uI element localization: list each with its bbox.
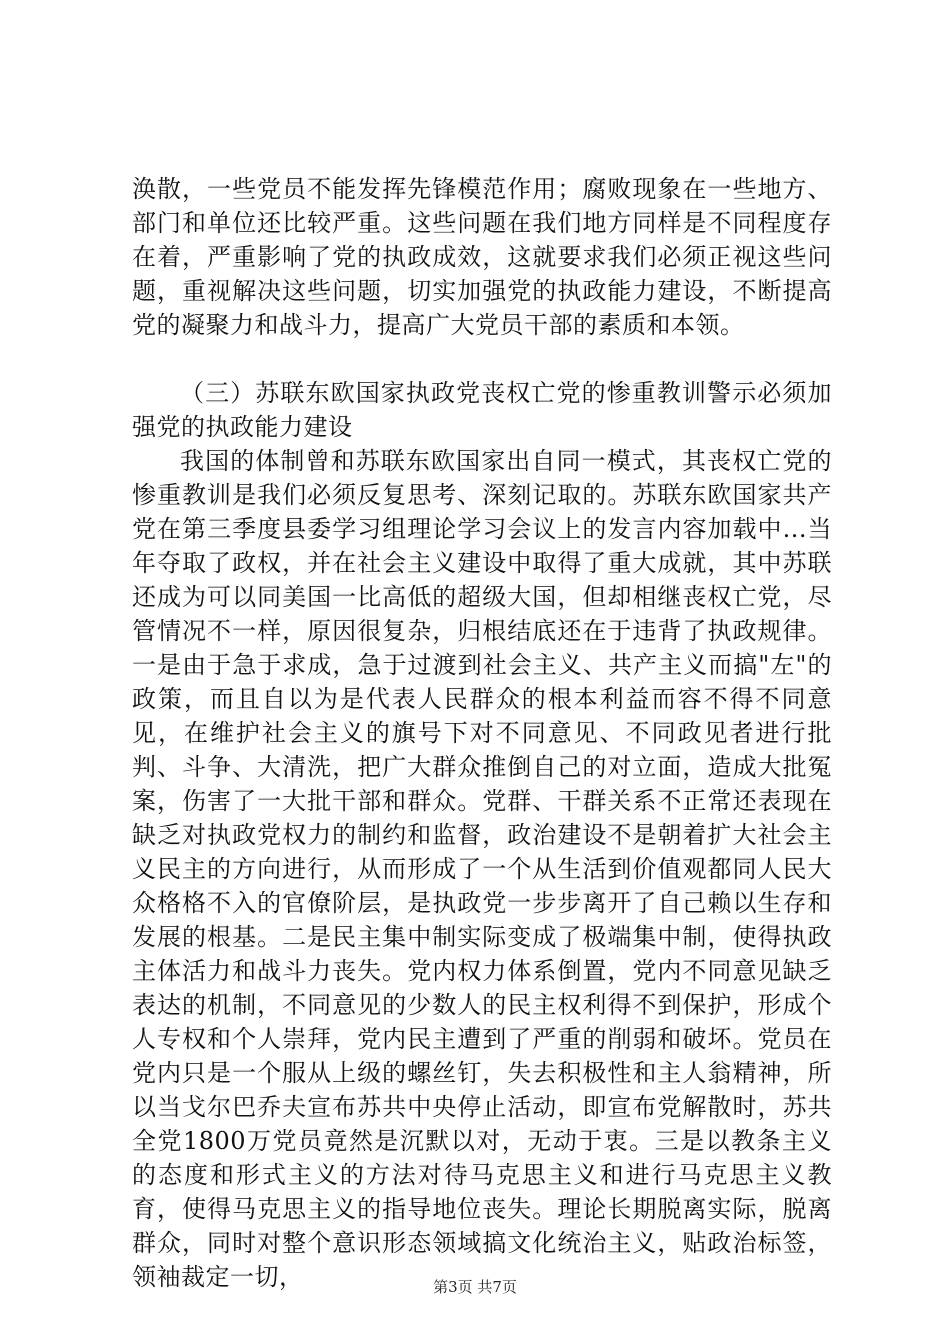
paragraph-continuation: 涣散，一些党员不能发挥先锋模范作用；腐败现象在一些地方、部门和单位还比较严重。这些问题在我们地方同样是不同程度存在着，严重影响了党的执政成效，这就要求我们必须正视这些问题，重视解决这些问题，切实加强党的执政能力建设，不断提高党的凝聚力和战斗力，提高广大党员干部的素质和本领。 (132, 175, 832, 339)
document-body (132, 172, 832, 1294)
paragraph-body: 我国的体制曾和苏联东欧国家出自同一模式，其丧权亡党的惨重教训是我们必须反复思考、深刻记取的。苏联东欧国家共产党在第三季度县委学习组理论学习会议上的发言内容加载中...当年夺取了政权，并在社会主义建设中取得了重大成就，其中苏联还成为可以同美国一比高低的超级大国，但却相继丧权亡党，尽管情况不一样，原因很复杂，归根结底还在于违背了执政规律。一是由于急于求成，急于过渡到社会主义、共产主义而搞"左"的政策，而且自以为是代表人民群众的根本利益而容不得不同意见，在维护社会主义的旗号下对不同意见、不同政见者进行批判、斗争、大清洗，把广大群众推倒自己的对立面，造成大批冤案，伤害了一大批干部和群众。党群、干群关系不正常还表现在缺乏对执政党权力的制约和监督，政治建设不是朝着扩大社会主义民主的方向进行，从而形成了一个从生活到价值观都同人民大众格格不入的官僚阶层，是执政党一步步离开了自己赖以生存和发展的根基。二是民主集中制实际变成了极端集中制，使得执政主体活力和战斗力丧失。党内权力体系倒置，党内不同意见缺乏表达的机制，不同意见的少数人的民主权利得不到保护，形成个人专权和个人崇拜，党内民主遭到了严重的削弱和破坏。党员在党内只是一个服从上级的螺丝钉，失去积极性和主人翁精神，所以当戈尔巴乔夫宣布苏共中央停止活动，即宣布党解散时，苏共全党1800万党员竟然是沉默以对，无动于衷。三是以教条主义的态度和形式主义的方法对待马克思主义和进行马克思主义教育，使得马克思主义的指导地位丧失。理论长期脱离实际，脱离群众，同时对整个意识形态领域搞文化统治主义，贴政治标签，领袖裁定一切， (132, 447, 832, 1291)
page-number-footer: 第3页 共7页 (433, 1278, 517, 1296)
paragraph-spacer (132, 342, 832, 376)
section-heading: （三）苏联东欧国家执政党丧权亡党的惨重教训警示必须加强党的执政能力建设 (132, 379, 832, 441)
